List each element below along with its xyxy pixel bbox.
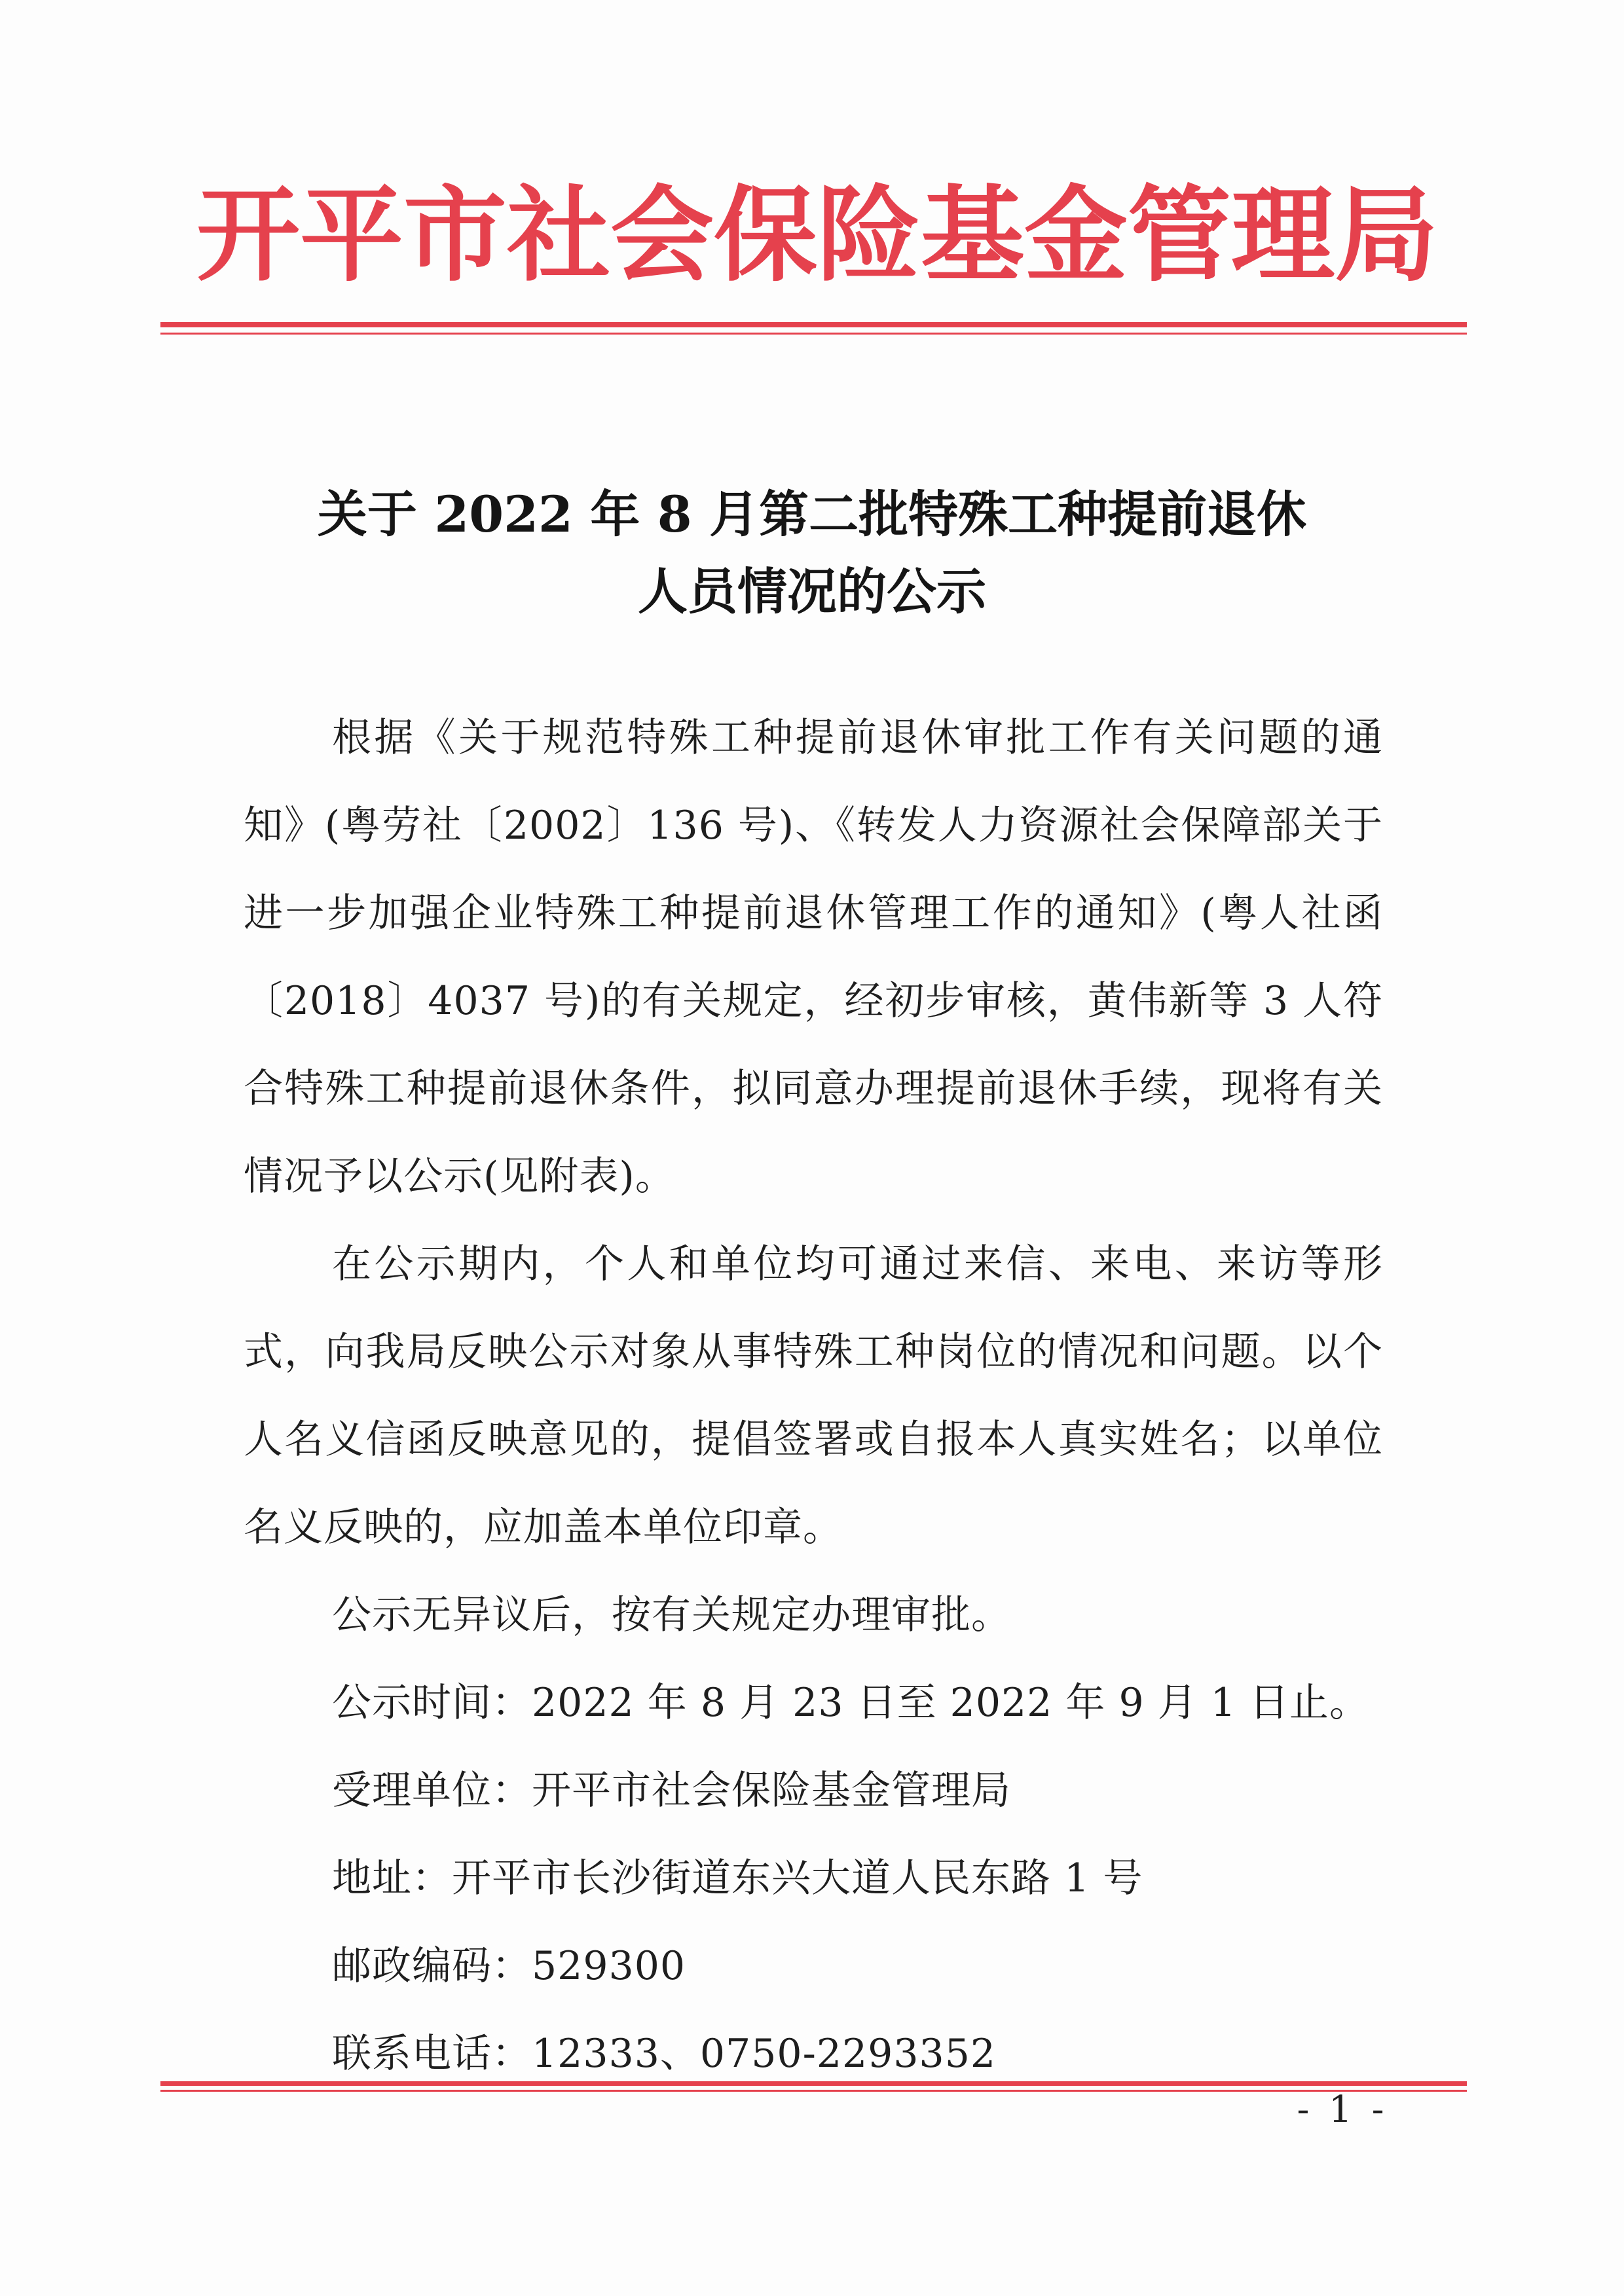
document-title-line-2: 人员情况的公示 bbox=[638, 562, 986, 621]
footer-red-rule-thin bbox=[160, 2090, 1467, 2092]
receiving-office: 受理单位：开平市社会保险基金管理局 bbox=[332, 1768, 1011, 1813]
office-address: 地址：开平市长沙街道东兴大道人民东路 1 号 bbox=[332, 1855, 1143, 1901]
body-closing-statement: 公示无异议后，按有关规定办理审批。 bbox=[332, 1592, 1011, 1638]
contact-phone: 联系电话：12333、0750-2293352 bbox=[332, 2031, 997, 2077]
body-paragraph-feedback: 在公示期内，个人和单位均可通过来信、来电、来访等形式，向我局反映公示对象从事特殊工种岗位的情况和问题。以个人名义信函反映意见的，提倡签署或自报本人真实姓名；以单位名义反映的，应加盖本单位印章。 bbox=[244, 1241, 1383, 1550]
publicity-period: 公示时间：2022 年 8 月 23 日至 2022 年 9 月 1 日止。 bbox=[332, 1680, 1370, 1726]
body-paragraph-basis: 根据《关于规范特殊工种提前退休审批工作有关问题的通知》(粤劳社〔2002〕136 号)、《转发人力资源社会保障部关于进一步加强企业特殊工种提前退休管理工作的通知》(粤人社函〔2018〕4037 号)的有关规定，经初步审核，黄伟新等 3 人符合特殊工种提前退休条件，拟同意办理提前退休手续，现将有关情况予以公示(见附表)。 bbox=[244, 715, 1383, 1199]
document-title-line-1: 关于 2022 年 8 月第二批特殊工种提前退休 bbox=[317, 484, 1307, 543]
postal-code: 邮政编码：529300 bbox=[332, 1943, 686, 1989]
document-body bbox=[244, 694, 1383, 2098]
page-number: - 1 - bbox=[1297, 2088, 1388, 2131]
document-title bbox=[196, 476, 1428, 630]
letterhead-red-rule-thin bbox=[160, 333, 1467, 335]
letterhead-red-rule-thick bbox=[160, 322, 1467, 327]
footer-red-rule-thick bbox=[160, 2081, 1467, 2086]
letterhead-org-name: 开平市社会保险基金管理局 bbox=[196, 175, 1438, 296]
